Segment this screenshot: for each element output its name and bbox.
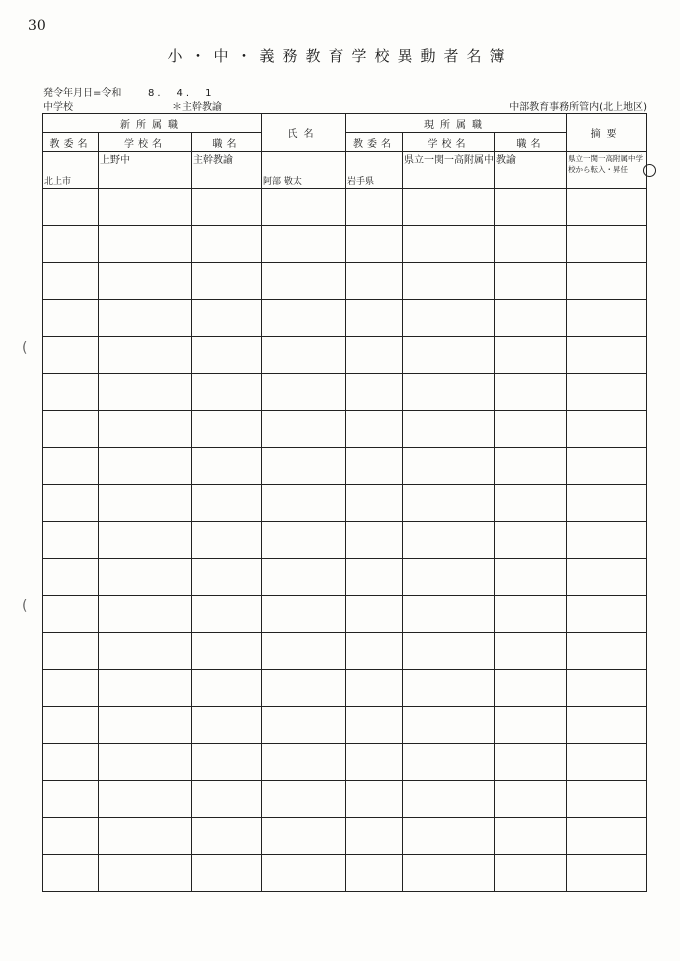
empty-cell [192, 855, 262, 892]
empty-cell [99, 263, 192, 300]
binding-mark-top: ( [22, 340, 28, 356]
empty-cell [43, 411, 99, 448]
table-row [43, 300, 647, 337]
empty-cell [43, 337, 99, 374]
empty-cell [567, 300, 647, 337]
empty-cell [99, 448, 192, 485]
empty-cell [262, 522, 346, 559]
page-number: 30 [28, 18, 46, 34]
position-note: ＊主幹教諭 [172, 102, 222, 113]
empty-cell [99, 411, 192, 448]
empty-cell [99, 189, 192, 226]
empty-cell [346, 855, 403, 892]
new-title-cell: 主幹教諭 [193, 155, 233, 166]
empty-cell [43, 818, 99, 855]
empty-cell [192, 189, 262, 226]
empty-cell [346, 744, 403, 781]
empty-cell [346, 411, 403, 448]
empty-cell [403, 670, 495, 707]
empty-cell [43, 226, 99, 263]
empty-cell [192, 485, 262, 522]
empty-cell [346, 448, 403, 485]
empty-cell [567, 411, 647, 448]
empty-cell [43, 522, 99, 559]
empty-cell [495, 374, 567, 411]
empty-cell [403, 337, 495, 374]
empty-cell [43, 300, 99, 337]
empty-cell [346, 374, 403, 411]
empty-cell [346, 781, 403, 818]
empty-cell [567, 744, 647, 781]
empty-cell [192, 337, 262, 374]
table-row [43, 485, 647, 522]
summary-cell: 県立一関一高附属中学校から転入・昇任 [568, 154, 644, 174]
empty-cell [567, 818, 647, 855]
empty-cell [403, 781, 495, 818]
empty-cell [495, 226, 567, 263]
empty-cell [192, 374, 262, 411]
header-current-school: 学校名 [403, 133, 495, 152]
empty-cell [346, 337, 403, 374]
empty-cell [43, 855, 99, 892]
empty-cell [403, 374, 495, 411]
current-school-cell: 県立一関一高附属中 [404, 155, 495, 166]
empty-cell [495, 411, 567, 448]
empty-cell [346, 707, 403, 744]
empty-cell [403, 522, 495, 559]
empty-cell [43, 781, 99, 818]
header-current-assignment: 現所属職 [346, 114, 567, 133]
empty-cell [43, 189, 99, 226]
empty-cell [99, 374, 192, 411]
empty-cell [262, 781, 346, 818]
table-row [43, 263, 647, 300]
current-board-cell: 岩手県 [347, 177, 375, 187]
empty-cell [567, 633, 647, 670]
header-current-board: 教委名 [346, 133, 403, 152]
empty-cell [192, 226, 262, 263]
empty-cell [495, 559, 567, 596]
empty-cell [262, 596, 346, 633]
empty-cell [403, 633, 495, 670]
empty-cell [192, 670, 262, 707]
table-row [43, 189, 647, 226]
empty-cell [43, 744, 99, 781]
empty-cell [495, 781, 567, 818]
transfer-table [42, 113, 647, 892]
empty-cell [192, 707, 262, 744]
empty-cell [495, 485, 567, 522]
empty-cell [192, 559, 262, 596]
empty-cell [567, 596, 647, 633]
empty-cell [567, 337, 647, 374]
empty-cell [403, 263, 495, 300]
empty-cell [495, 633, 567, 670]
empty-cell [403, 485, 495, 522]
district-label: 中部教育事務所管内(北上地区) [509, 102, 647, 113]
empty-cell [567, 374, 647, 411]
empty-cell [346, 818, 403, 855]
empty-cell [262, 448, 346, 485]
empty-cell [262, 559, 346, 596]
empty-cell [346, 226, 403, 263]
empty-cell [346, 189, 403, 226]
empty-cell [99, 855, 192, 892]
empty-cell [403, 818, 495, 855]
empty-cell [99, 707, 192, 744]
empty-cell [403, 596, 495, 633]
empty-cell [262, 300, 346, 337]
empty-cell [495, 855, 567, 892]
date-label: 発令年月日=令和 [43, 88, 122, 99]
table-row [43, 522, 647, 559]
empty-cell [346, 596, 403, 633]
new-school-cell: 上野中 [100, 155, 130, 166]
empty-cell [192, 411, 262, 448]
empty-cell [567, 226, 647, 263]
empty-cell [262, 485, 346, 522]
empty-cell [495, 670, 567, 707]
name-cell: 阿部 敬太 [263, 177, 302, 187]
header-new-board: 教委名 [43, 133, 99, 152]
empty-cell [495, 263, 567, 300]
empty-cell [403, 707, 495, 744]
empty-cell [346, 263, 403, 300]
table-row [43, 633, 647, 670]
empty-cell [99, 300, 192, 337]
empty-cell [567, 485, 647, 522]
table-row [43, 226, 647, 263]
empty-cell [567, 559, 647, 596]
empty-cell [43, 559, 99, 596]
table-row [43, 152, 647, 189]
empty-cell [99, 670, 192, 707]
empty-cell [192, 263, 262, 300]
empty-cell [99, 633, 192, 670]
empty-cell [262, 818, 346, 855]
current-title-cell: 教諭 [496, 155, 517, 166]
empty-cell [567, 707, 647, 744]
school-type: 中学校 [43, 102, 73, 113]
empty-cell [192, 596, 262, 633]
empty-cell [495, 818, 567, 855]
empty-cell [262, 707, 346, 744]
circle-mark-icon [643, 164, 656, 177]
table-row [43, 670, 647, 707]
table-row [43, 337, 647, 374]
empty-cell [43, 707, 99, 744]
empty-cell [567, 855, 647, 892]
empty-cell [99, 522, 192, 559]
empty-cell [43, 485, 99, 522]
empty-cell [262, 226, 346, 263]
empty-cell [567, 189, 647, 226]
empty-cell [192, 818, 262, 855]
empty-cell [495, 522, 567, 559]
table-row [43, 855, 647, 892]
new-board-cell: 北上市 [44, 177, 72, 187]
empty-cell [43, 448, 99, 485]
header-summary: 摘要 [567, 114, 647, 152]
table-row [43, 448, 647, 485]
empty-cell [495, 707, 567, 744]
empty-cell [192, 522, 262, 559]
table-row [43, 596, 647, 633]
empty-cell [99, 226, 192, 263]
empty-cell [346, 633, 403, 670]
empty-cell [99, 337, 192, 374]
binding-mark-bottom: ( [22, 598, 28, 614]
empty-cell [262, 670, 346, 707]
empty-cell [192, 633, 262, 670]
header-new-school: 学校名 [99, 133, 192, 152]
empty-cell [262, 633, 346, 670]
table-row [43, 707, 647, 744]
empty-cell [99, 596, 192, 633]
empty-cell [403, 855, 495, 892]
table-row [43, 411, 647, 448]
empty-cell [495, 189, 567, 226]
empty-cell [99, 818, 192, 855]
empty-cell [403, 411, 495, 448]
empty-cell [567, 448, 647, 485]
table-row [43, 559, 647, 596]
empty-cell [192, 781, 262, 818]
empty-cell [43, 374, 99, 411]
table-row [43, 818, 647, 855]
empty-cell [192, 744, 262, 781]
empty-cell [43, 633, 99, 670]
empty-cell [495, 337, 567, 374]
empty-cell [43, 263, 99, 300]
empty-cell [403, 559, 495, 596]
empty-cell [99, 744, 192, 781]
empty-cell [43, 670, 99, 707]
empty-cell [495, 448, 567, 485]
empty-cell [495, 300, 567, 337]
empty-cell [43, 596, 99, 633]
empty-cell [192, 448, 262, 485]
header-name: 氏名 [262, 114, 346, 152]
empty-cell [495, 744, 567, 781]
empty-cell [567, 670, 647, 707]
header-new-title: 職名 [192, 133, 262, 152]
empty-cell [262, 189, 346, 226]
empty-cell [403, 226, 495, 263]
empty-cell [567, 781, 647, 818]
empty-cell [346, 559, 403, 596]
empty-cell [262, 855, 346, 892]
page-title: 小・中・義務教育学校異動者名簿 [167, 47, 513, 65]
empty-cell [403, 300, 495, 337]
empty-cell [99, 559, 192, 596]
empty-cell [495, 596, 567, 633]
table-row [43, 744, 647, 781]
date-value: 8. 4. 1 [148, 88, 215, 99]
header-current-title: 職名 [495, 133, 567, 152]
empty-cell [262, 744, 346, 781]
empty-cell [99, 781, 192, 818]
header-new-assignment: 新所属職 [43, 114, 262, 133]
empty-cell [346, 670, 403, 707]
empty-cell [567, 263, 647, 300]
table-row [43, 374, 647, 411]
empty-cell [567, 522, 647, 559]
empty-cell [262, 337, 346, 374]
table-row [43, 781, 647, 818]
empty-cell [192, 300, 262, 337]
empty-cell [99, 485, 192, 522]
empty-cell [346, 522, 403, 559]
empty-cell [346, 300, 403, 337]
empty-cell [403, 448, 495, 485]
empty-cell [262, 411, 346, 448]
empty-cell [262, 263, 346, 300]
empty-cell [403, 189, 495, 226]
empty-cell [346, 485, 403, 522]
empty-cell [262, 374, 346, 411]
empty-cell [403, 744, 495, 781]
